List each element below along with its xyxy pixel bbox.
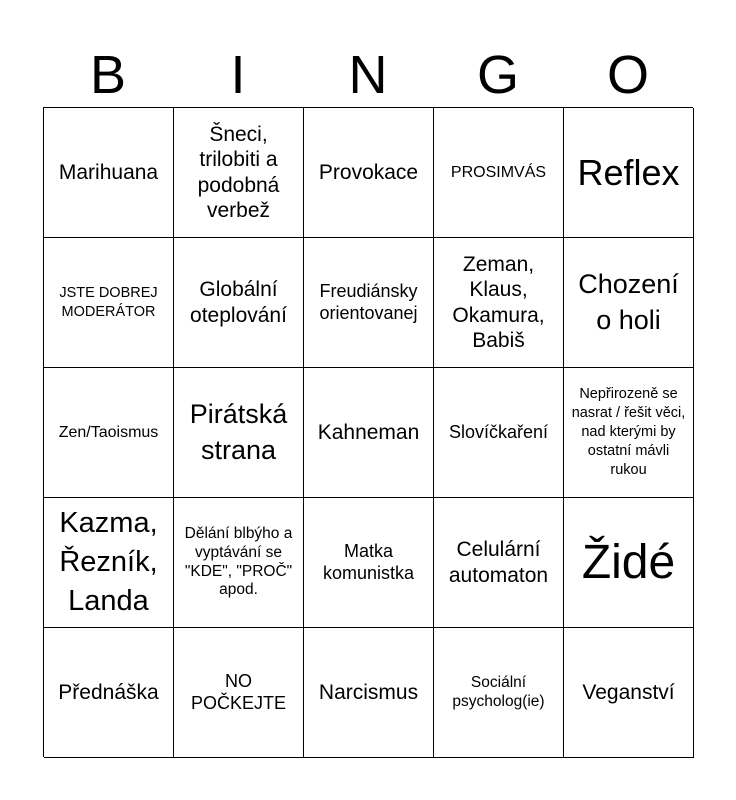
cell-text: Sociální psycholog(ie) [452,673,545,710]
bingo-cell-r1c2[interactable] [304,238,434,368]
cell-text: PROSIMVÁS [450,163,547,181]
cell-text: Kazma, Řezník, Landa [59,506,158,618]
bingo-cell-r3c3[interactable] [434,498,564,628]
cell-text: Pirátská strana [189,399,288,465]
bingo-cell-r3c0[interactable] [44,498,174,628]
cell-text: Zen/Taoismus [58,423,159,441]
bingo-cell-r2c1[interactable] [174,368,304,498]
cell-text: Marihuana [58,160,159,184]
bingo-cell-r3c1[interactable] [174,498,304,628]
cell-text: Kahneman [317,420,420,444]
header-letter-o: O [606,45,649,105]
bingo-cell-r1c0[interactable] [44,238,174,368]
bingo-cell-r4c1[interactable] [174,628,304,758]
bingo-cell-r1c4[interactable] [564,238,694,368]
bingo-cell-r4c0[interactable] [44,628,174,758]
header-letter-n: N [348,45,388,105]
cell-text: Židé [581,535,676,589]
bingo-cell-r0c0[interactable] [44,108,174,238]
cell-text: Chození o holi [578,269,679,335]
bingo-cell-r3c2[interactable] [304,498,434,628]
bingo-cell-r0c3[interactable] [434,108,564,238]
bingo-cell-r2c4[interactable] [564,368,694,498]
bingo-cell-r2c0[interactable] [44,368,174,498]
header-letter-g: G [476,45,519,105]
bingo-cell-r2c3[interactable] [434,368,564,498]
cell-text: Provokace [318,160,419,184]
cell-text: Freudiánsky orientovanej [319,281,418,323]
cell-text: Narcismus [318,680,419,704]
bingo-cell-r2c2[interactable] [304,368,434,498]
cell-text: Veganství [582,680,675,704]
bingo-header [43,42,693,108]
cell-text: Reflex [577,151,680,193]
cell-text: Šneci, trilobiti a podobná verbež [197,123,280,222]
cell-text: Slovíčkaření [448,421,549,442]
bingo-cell-r0c1[interactable] [174,108,304,238]
cell-text: NO POČKEJTE [190,671,287,713]
cell-text: Matka komunistka [322,541,415,583]
bingo-cell-r0c2[interactable] [304,108,434,238]
cell-text: Dělání blbýho a vyptávání se "KDE", "PROČ" apod. [184,525,293,599]
bingo-cell-r4c2[interactable] [304,628,434,758]
cell-text: Celulární automaton [448,538,549,587]
bingo-cell-r4c4[interactable] [564,628,694,758]
cell-text: Zeman, Klaus, Okamura, Babiš [452,253,545,352]
bingo-cell-r3c4[interactable] [564,498,694,628]
cell-text: Globální oteplování [190,278,287,327]
header-letter-b: B [89,45,127,105]
cell-text: Nepřirozeně se nasrat / řešit věci, nad kterými by ostatní mávli rukou [571,386,686,478]
bingo-cell-r0c4[interactable] [564,108,694,238]
bingo-cell-r1c1[interactable] [174,238,304,368]
cell-text: JSTE DOBREJ MODERÁTOR [59,284,158,320]
bingo-cell-r4c3[interactable] [434,628,564,758]
bingo-cell-r1c3[interactable] [434,238,564,368]
bingo-grid [43,107,693,757]
cell-text: Přednáška [58,680,159,704]
header-letter-i: I [230,45,246,105]
